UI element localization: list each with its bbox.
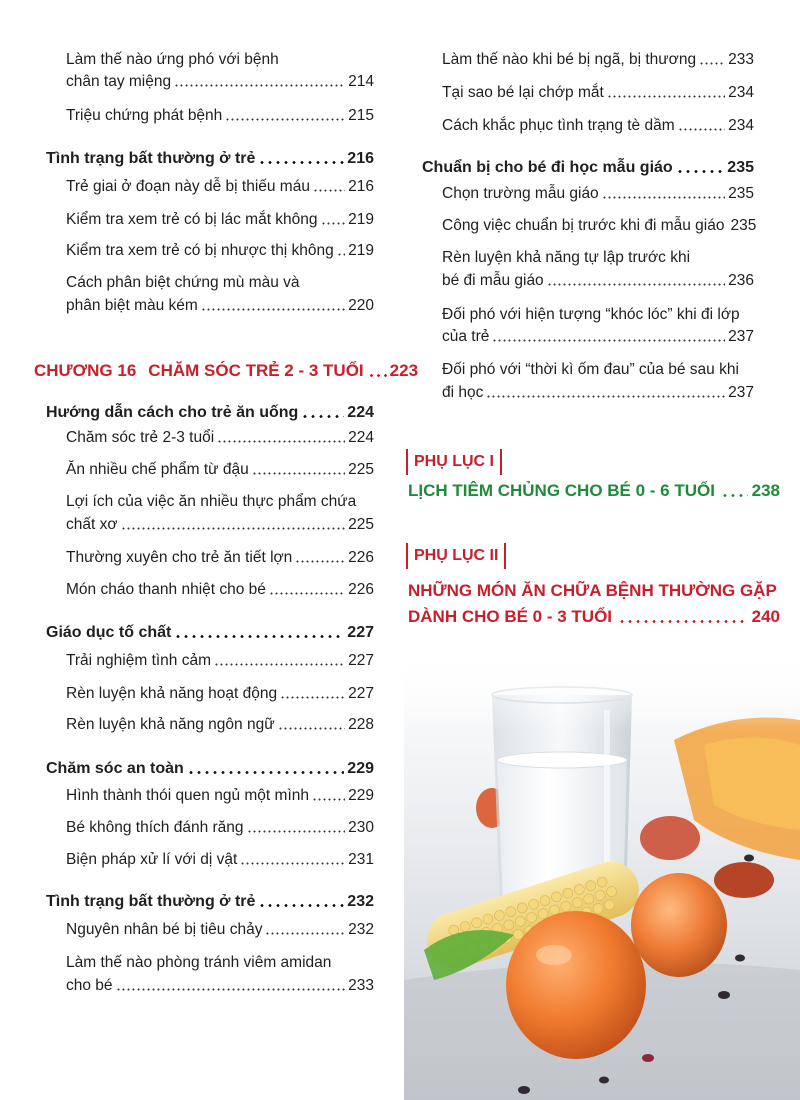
toc-entry[interactable]: [442, 50, 754, 69]
toc-section-title: Giáo dục tố chất: [46, 624, 172, 641]
toc-page-number: 234: [728, 84, 754, 101]
toc-entry[interactable]: Đối phó với “thời kì ốm đau” của bé sau khi: [442, 361, 739, 378]
appendix-2-title-line1[interactable]: NHỮNG MÓN ĂN CHỮA BỆNH THƯỜNG GẶP: [408, 581, 777, 600]
toc-page-number: 224: [347, 404, 374, 421]
toc-entry-title: Tại sao bé lại chớp mắt: [442, 84, 604, 101]
chapter-page-number: 223: [389, 361, 419, 380]
toc-entry-title: Biện pháp xử lí với dị vật: [66, 851, 238, 868]
toc-entry-title: Trẻ giai ở đoạn này dễ bị thiếu máu: [66, 178, 310, 195]
toc-entry-title: cho bé: [66, 977, 113, 994]
toc-entry[interactable]: [66, 651, 374, 670]
toc-entry-title: Thường xuyên cho trẻ ăn tiết lợn: [66, 549, 293, 566]
toc-entry-title: Công việc chuẩn bị trước khi đi mẫu giáo: [442, 217, 725, 234]
toc-entry-title: chân tay miệng: [66, 73, 172, 90]
toc-entry-title: Rèn luyện khả năng ngôn ngữ: [66, 716, 275, 733]
toc-page-number: 216: [348, 178, 374, 195]
toc-entry[interactable]: [442, 83, 754, 102]
appendix-label-text: PHỤ LỤC I: [414, 453, 494, 470]
toc-section-title: Chuẩn bị cho bé đi học mẫu giáo: [422, 159, 673, 176]
toc-page-number: 234: [728, 117, 754, 134]
appendix-1-page-number: 238: [751, 481, 780, 500]
toc-page-number: 224: [348, 429, 374, 446]
appendix-label-text: PHỤ LỤC II: [414, 547, 499, 564]
toc-page-number: 229: [348, 787, 374, 804]
toc-section-heading[interactable]: [422, 158, 754, 177]
toc-entry[interactable]: [442, 271, 754, 290]
toc-entry-title: của trẻ: [442, 328, 490, 345]
appendix-2-title-line2: DÀNH CHO BÉ 0 - 3 TUỔI: [408, 607, 613, 626]
toc-section-title: Tình trạng bất thường ở trẻ: [46, 150, 256, 167]
toc-entry-title: Làm thế nào khi bé bị ngã, bị thương: [442, 51, 697, 68]
toc-entry-title: Trải nghiệm tình cảm: [66, 652, 212, 669]
toc-entry-title: Chăm sóc trẻ 2-3 tuổi: [66, 429, 215, 446]
toc-entry[interactable]: [442, 116, 754, 135]
toc-entry[interactable]: [66, 786, 374, 805]
toc-entry-title: Bé không thích đánh răng: [66, 819, 244, 836]
appendix-2-page-number: 240: [751, 607, 780, 626]
toc-page-number: 220: [348, 297, 374, 314]
toc-page-number: 226: [348, 549, 374, 566]
toc-entry[interactable]: [66, 515, 374, 534]
toc-entry-title: Hình thành thói quen ngủ một mình: [66, 787, 309, 804]
toc-entry[interactable]: [442, 327, 754, 346]
toc-entry-title: Chọn trường mẫu giáo: [442, 185, 599, 202]
toc-page-number: 227: [348, 652, 374, 669]
toc-page-number: 227: [348, 685, 374, 702]
toc-page-number: 219: [348, 211, 374, 228]
toc-entry[interactable]: [66, 460, 374, 479]
toc-entry[interactable]: [66, 976, 374, 995]
toc-section-heading[interactable]: [46, 623, 374, 642]
appendix-1-title: LỊCH TIÊM CHỦNG CHO BÉ 0 - 6 TUỔI: [408, 481, 715, 500]
toc-section-title: Tình trạng bất thường ở trẻ: [46, 893, 256, 910]
toc-page-number: 229: [347, 760, 374, 777]
toc-page-number: 233: [348, 977, 374, 994]
toc-page-number: 236: [728, 272, 754, 289]
toc-section-title: Chăm sóc an toàn: [46, 760, 184, 777]
toc-section-heading[interactable]: [46, 403, 374, 422]
toc-entry[interactable]: [66, 428, 374, 447]
milk-glass-eggs-corn-photo: [404, 650, 800, 1100]
toc-page-number: 232: [347, 893, 374, 910]
toc-page-number: 227: [347, 624, 374, 641]
toc-entry-title: bé đi mẫu giáo: [442, 272, 544, 289]
toc-entry[interactable]: Đối phó với hiện tượng “khóc lóc” khi đi lớp: [442, 306, 740, 323]
toc-entry-title: Ăn nhiều chế phẩm từ đậu: [66, 461, 249, 478]
toc-entry[interactable]: [442, 184, 754, 203]
chapter-label: CHƯƠNG 16: [34, 361, 137, 380]
appendix-1-entry[interactable]: [408, 480, 780, 502]
toc-section-heading[interactable]: [46, 149, 374, 168]
toc-entry-title: Món cháo thanh nhiệt cho bé: [66, 581, 266, 598]
toc-entry-title: Kiểm tra xem trẻ có bị nhược thị không: [66, 242, 334, 259]
toc-entry[interactable]: [66, 684, 374, 703]
toc-entry-title: đi học: [442, 384, 484, 401]
toc-entry[interactable]: [442, 383, 754, 402]
toc-entry[interactable]: [66, 241, 374, 260]
toc-page-number: 230: [348, 819, 374, 836]
toc-entry[interactable]: Rèn luyện khả năng tự lập trước khi: [442, 249, 691, 266]
toc-page-number: 232: [348, 921, 374, 938]
toc-entry[interactable]: [66, 72, 374, 91]
toc-entry[interactable]: [66, 548, 374, 567]
toc-page-number: 235: [727, 159, 754, 176]
toc-entry[interactable]: Lợi ích của việc ăn nhiều thực phẩm chứa: [66, 493, 357, 510]
toc-page-number: 235: [730, 217, 757, 234]
toc-entry[interactable]: [66, 818, 374, 837]
toc-entry[interactable]: [66, 177, 374, 196]
toc-entry-title: Rèn luyện khả năng hoạt động: [66, 685, 278, 702]
toc-entry[interactable]: Làm thế nào ứng phó với bệnh: [66, 51, 279, 68]
toc-entry[interactable]: Làm thế nào phòng tránh viêm amidan: [66, 954, 332, 971]
toc-section-heading[interactable]: [46, 759, 374, 778]
toc-entry[interactable]: [66, 850, 374, 869]
toc-entry-title: Nguyên nhân bé bị tiêu chảy: [66, 921, 263, 938]
toc-entry[interactable]: Cách phân biệt chứng mù màu và: [66, 274, 300, 291]
toc-entry-title: phân biệt màu kém: [66, 297, 198, 314]
toc-page-number: 219: [348, 242, 374, 259]
toc-entry-title: Cách khắc phục tình trạng tè dầm: [442, 117, 675, 134]
appendix-2-entry[interactable]: [408, 606, 780, 628]
toc-entry[interactable]: [66, 715, 374, 734]
toc-entry[interactable]: [442, 216, 757, 235]
toc-page-number: 216: [347, 150, 374, 167]
toc-entry[interactable]: [66, 210, 374, 229]
toc-page-number: 226: [348, 581, 374, 598]
toc-page-number: 237: [728, 384, 754, 401]
toc-entry[interactable]: [66, 920, 374, 939]
chapter-title: CHĂM SÓC TRẺ 2 - 3 TUỔI: [148, 361, 364, 380]
toc-page-number: 231: [348, 851, 374, 868]
toc-page-number: 214: [348, 73, 374, 90]
toc-page-number: 225: [348, 516, 374, 533]
toc-entry-title: chất xơ: [66, 516, 118, 533]
appendix-1-label: [406, 449, 502, 475]
toc-page-number: 215: [348, 107, 374, 124]
toc-entry-title: Kiểm tra xem trẻ có bị lác mắt không: [66, 211, 318, 228]
toc-entry[interactable]: [66, 106, 374, 125]
toc-entry[interactable]: [66, 296, 374, 315]
chapter-heading[interactable]: [34, 360, 419, 382]
toc-entry-title: Triệu chứng phát bệnh: [66, 107, 223, 124]
toc-page-number: 237: [728, 328, 754, 345]
toc-section-heading[interactable]: [46, 892, 374, 911]
toc-section-title: Hướng dẫn cách cho trẻ ăn uống: [46, 404, 299, 421]
toc-page-number: 235: [728, 185, 754, 202]
toc-page-number: 228: [348, 716, 374, 733]
appendix-2-label: [406, 543, 506, 569]
toc-page-number: 233: [728, 51, 754, 68]
toc-page-number: 225: [348, 461, 374, 478]
toc-entry[interactable]: [66, 580, 374, 599]
